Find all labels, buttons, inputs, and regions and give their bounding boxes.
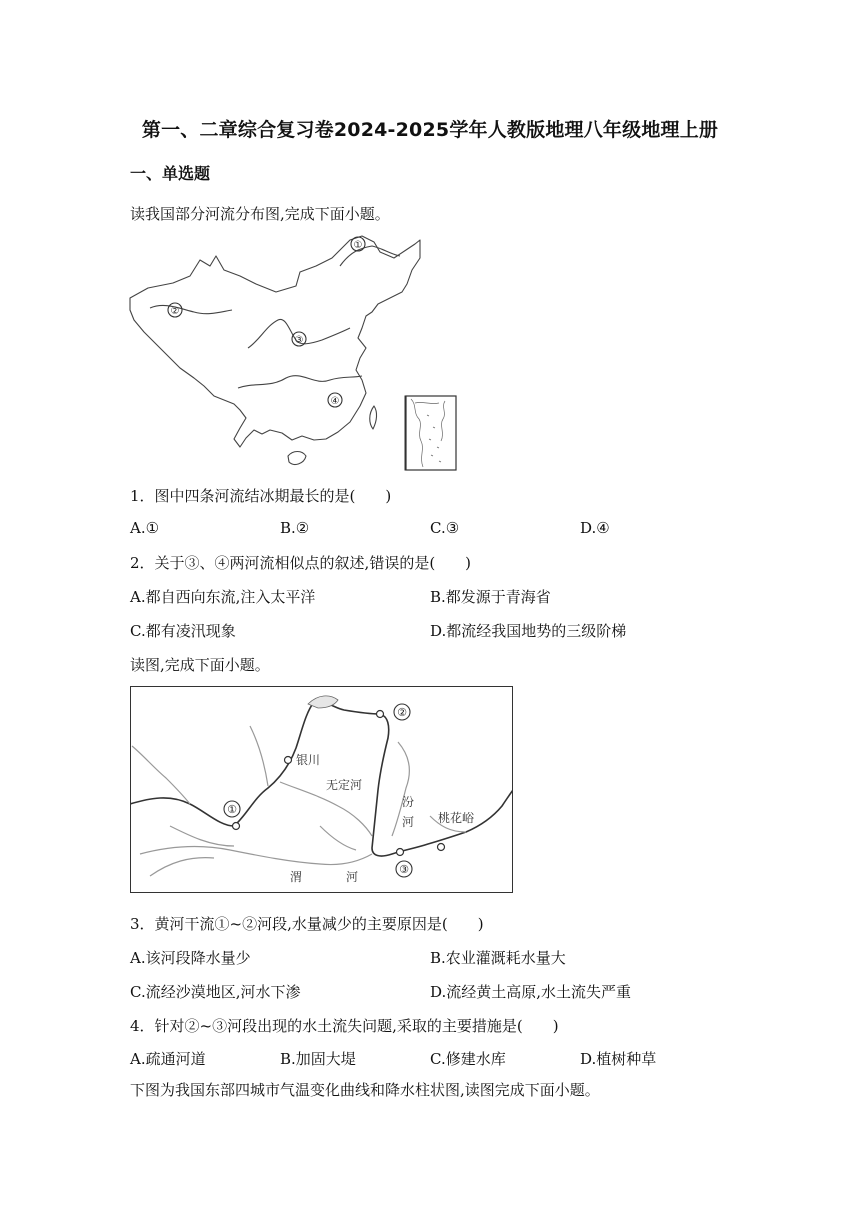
q3-option-b[interactable]: B.农业灌溉耗水量大: [430, 949, 566, 967]
taiwan-island: [370, 406, 377, 429]
document-title: 第一、二章综合复习卷2024-2025学年人教版地理八年级地理上册: [141, 119, 719, 141]
question-3-stem: 3．黄河干流①~②河段,水量减少的主要原因是( ): [130, 915, 484, 933]
south-china-sea-inset-box: [405, 395, 457, 471]
q4-option-a[interactable]: A.疏通河道: [130, 1050, 206, 1068]
label-yinchuan: 银川: [296, 753, 321, 767]
q4-option-b[interactable]: B.加固大堤: [280, 1050, 356, 1068]
label-wei-1: 渭: [290, 870, 303, 884]
river-yangtze: [238, 376, 362, 388]
river-tarim: [150, 305, 232, 313]
q1-option-a[interactable]: A.①: [130, 519, 160, 537]
q4-option-c[interactable]: C.修建水库: [430, 1050, 506, 1068]
q3-option-a[interactable]: A.该河段降水量少: [130, 949, 251, 967]
q2-option-a[interactable]: A.都自西向东流,注入太平洋: [130, 588, 316, 606]
q4-option-d[interactable]: D.植树种草: [580, 1050, 657, 1068]
q1-option-c[interactable]: C.③: [430, 519, 460, 537]
q1-option-b[interactable]: B.②: [280, 519, 310, 537]
q1-option-d[interactable]: D.④: [580, 519, 610, 537]
hainan-island: [288, 452, 306, 465]
q3-option-d[interactable]: D.流经黄土高原,水土流失严重: [430, 983, 632, 1001]
q2-option-c[interactable]: C.都有凌汛现象: [130, 622, 236, 640]
q2-option-b[interactable]: B.都发源于青海省: [430, 588, 551, 606]
group3-intro: 下图为我国东部四城市气温变化曲线和降水柱状图,读图完成下面小题。: [130, 1081, 600, 1099]
group1-intro: 读我国部分河流分布图,完成下面小题。: [130, 205, 390, 223]
map1-label-1: ①: [353, 240, 363, 251]
map1-label-2: ②: [170, 306, 180, 317]
label-wuding-river: 无定河: [326, 778, 363, 792]
question-4-stem: 4．针对②~③河段出现的水土流失问题,采取的主要措施是( ): [130, 1017, 559, 1035]
question-1-stem: 1．图中四条河流结冰期最长的是( ): [130, 487, 392, 505]
group2-intro: 读图,完成下面小题。: [130, 656, 270, 674]
yellow-river-map: [130, 686, 513, 893]
china-river-map: [128, 228, 430, 472]
map2-point-2: ②: [397, 706, 407, 719]
map1-label-4: ④: [330, 396, 340, 407]
label-fen-1: 汾: [402, 795, 415, 809]
q3-option-c[interactable]: C.流经沙漠地区,河水下渗: [130, 983, 301, 1001]
label-fen-2: 河: [402, 815, 415, 829]
map2-point-1: ①: [227, 803, 237, 816]
map2-point-3: ③: [399, 863, 409, 876]
map1-label-3: ③: [294, 335, 304, 346]
label-wei-2: 河: [346, 870, 359, 884]
river-heilongjiang: [340, 246, 400, 266]
label-taohuayu: 桃花峪: [438, 811, 475, 825]
question-2-stem: 2．关于③、④两河流相似点的叙述,错误的是( ): [130, 554, 472, 572]
q2-option-d[interactable]: D.都流经我国地势的三级阶梯: [430, 622, 627, 640]
section-heading: 一、单选题: [130, 164, 211, 183]
